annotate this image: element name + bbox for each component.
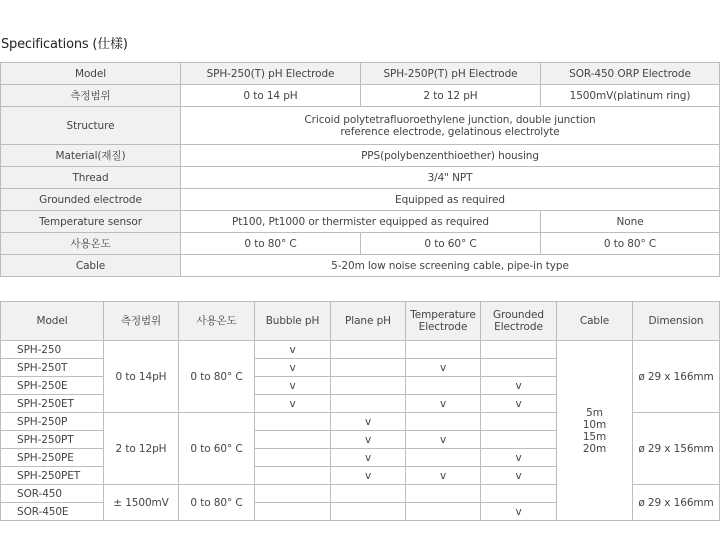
product-cable [557, 341, 633, 521]
product-ground-mark [481, 359, 557, 377]
spec-header-sph250t: SPH-250(T) pH Electrode [181, 63, 361, 85]
product-dimension: ø 29 x 166mm [633, 485, 720, 521]
product-temp-mark [406, 503, 481, 521]
product-plane-mark [331, 395, 406, 413]
spec-range-sph250t: 0 to 14 pH [181, 85, 361, 107]
product-model: SPH-250PE [1, 449, 104, 467]
product-header-dimension: Dimension [633, 302, 720, 341]
product-temp-use: 0 to 60° C [179, 413, 255, 485]
product-plane-mark [331, 359, 406, 377]
page-title: Specifications (仕樣) [1, 37, 128, 52]
product-ground-mark [481, 485, 557, 503]
product-model: SPH-250PT [1, 431, 104, 449]
product-bubble-mark [255, 449, 331, 467]
cable-length: 5m [586, 406, 603, 419]
spec-label-range: 측정범위 [1, 85, 181, 107]
product-model: SPH-250ET [1, 395, 104, 413]
spec-structure-line2: reference electrode, gelatinous electrolyte [340, 125, 560, 138]
table-row [1, 341, 720, 359]
specifications-table [0, 62, 720, 277]
spec-material-value: PPS(polybenzenthioether) housing [181, 145, 720, 167]
spec-thread-value: 3/4" NPT [181, 167, 720, 189]
product-bubble-mark [255, 413, 331, 431]
product-model: SOR-450 [1, 485, 104, 503]
product-header-range: 측정범위 [104, 302, 179, 341]
product-temp-mark [406, 377, 481, 395]
product-model: SPH-250T [1, 359, 104, 377]
product-temp-use: 0 to 80° C [179, 485, 255, 521]
spec-structure-line1: Cricoid polytetrafluoroethylene junction, double junction [304, 113, 596, 126]
spec-structure-value [181, 107, 720, 145]
product-header-temp-use: 사용온도 [179, 302, 255, 341]
spec-row-material [1, 145, 720, 167]
product-range: 2 to 12pH [104, 413, 179, 485]
product-ground-mark: v [481, 377, 557, 395]
spec-header-row [1, 63, 720, 85]
product-header-row [1, 302, 720, 341]
product-range: 0 to 14pH [104, 341, 179, 413]
product-plane-mark: v [331, 431, 406, 449]
product-header-temp-electrode: Temperature Electrode [406, 302, 481, 341]
product-bubble-mark [255, 431, 331, 449]
product-ground-mark [481, 413, 557, 431]
product-ground-mark: v [481, 503, 557, 521]
product-bubble-mark: v [255, 341, 331, 359]
product-plane-mark [331, 503, 406, 521]
product-header-grounded: Grounded Electrode [481, 302, 557, 341]
spec-range-sor450: 1500mV(platinum ring) [541, 85, 720, 107]
product-plane-mark: v [331, 413, 406, 431]
spec-label-material: Material(재질) [1, 145, 181, 167]
product-plane-mark [331, 341, 406, 359]
product-header-cable: Cable [557, 302, 633, 341]
spec-temp-sensor-value: Pt100, Pt1000 or thermister equipped as required [181, 211, 541, 233]
product-bubble-mark: v [255, 395, 331, 413]
product-dimension: ø 29 x 156mm [633, 413, 720, 485]
product-model: SPH-250P [1, 413, 104, 431]
spec-row-thread [1, 167, 720, 189]
product-header-bubble: Bubble pH [255, 302, 331, 341]
spec-label-temp-use: 사용온도 [1, 233, 181, 255]
product-model: SPH-250 [1, 341, 104, 359]
product-temp-mark [406, 341, 481, 359]
product-temp-mark [406, 485, 481, 503]
cable-length: 15m [582, 430, 607, 443]
product-plane-mark: v [331, 467, 406, 485]
product-temp-mark [406, 449, 481, 467]
spec-label-thread: Thread [1, 167, 181, 189]
product-ground-mark [481, 341, 557, 359]
spec-row-structure [1, 107, 720, 145]
spec-temp-use-sor450: 0 to 80° C [541, 233, 720, 255]
product-bubble-mark [255, 503, 331, 521]
spec-label-grounded: Grounded electrode [1, 189, 181, 211]
spec-cable-value: 5-20m low noise screening cable, pipe-in type [181, 255, 720, 277]
spec-label-structure: Structure [1, 107, 181, 145]
spec-label-temp-sensor: Temperature sensor [1, 211, 181, 233]
spec-header-model: Model [1, 63, 181, 85]
product-model: SPH-250E [1, 377, 104, 395]
spec-row-temp-use [1, 233, 720, 255]
spec-row-temp-sensor [1, 211, 720, 233]
product-plane-mark [331, 377, 406, 395]
product-ground-mark: v [481, 467, 557, 485]
spec-row-grounded [1, 189, 720, 211]
spec-row-cable [1, 255, 720, 277]
product-model: SOR-450E [1, 503, 104, 521]
spec-row-range [1, 85, 720, 107]
product-temp-mark: v [406, 395, 481, 413]
cable-length: 20m [582, 442, 607, 455]
spec-temp-use-sph250pt: 0 to 60° C [361, 233, 541, 255]
spec-label-cable: Cable [1, 255, 181, 277]
product-ground-mark: v [481, 395, 557, 413]
product-bubble-mark: v [255, 359, 331, 377]
product-ground-mark [481, 431, 557, 449]
product-temp-mark: v [406, 359, 481, 377]
product-dimension: ø 29 x 166mm [633, 341, 720, 413]
product-temp-mark: v [406, 431, 481, 449]
product-bubble-mark [255, 467, 331, 485]
spec-header-sph250pt: SPH-250P(T) pH Electrode [361, 63, 541, 85]
product-table [0, 301, 720, 521]
cable-length: 10m [582, 418, 607, 431]
product-temp-use: 0 to 80° C [179, 341, 255, 413]
product-bubble-mark [255, 485, 331, 503]
product-header-plane: Plane pH [331, 302, 406, 341]
product-ground-mark: v [481, 449, 557, 467]
spec-temp-use-sph250t: 0 to 80° C [181, 233, 361, 255]
product-plane-mark [331, 485, 406, 503]
product-plane-mark: v [331, 449, 406, 467]
spec-range-sph250pt: 2 to 12 pH [361, 85, 541, 107]
spec-grounded-value: Equipped as required [181, 189, 720, 211]
product-header-model: Model [1, 302, 104, 341]
product-temp-mark [406, 413, 481, 431]
spec-header-sor450: SOR-450 ORP Electrode [541, 63, 720, 85]
spec-temp-sensor-sor450: None [541, 211, 720, 233]
product-bubble-mark: v [255, 377, 331, 395]
product-model: SPH-250PET [1, 467, 104, 485]
product-range: ± 1500mV [104, 485, 179, 521]
product-temp-mark: v [406, 467, 481, 485]
